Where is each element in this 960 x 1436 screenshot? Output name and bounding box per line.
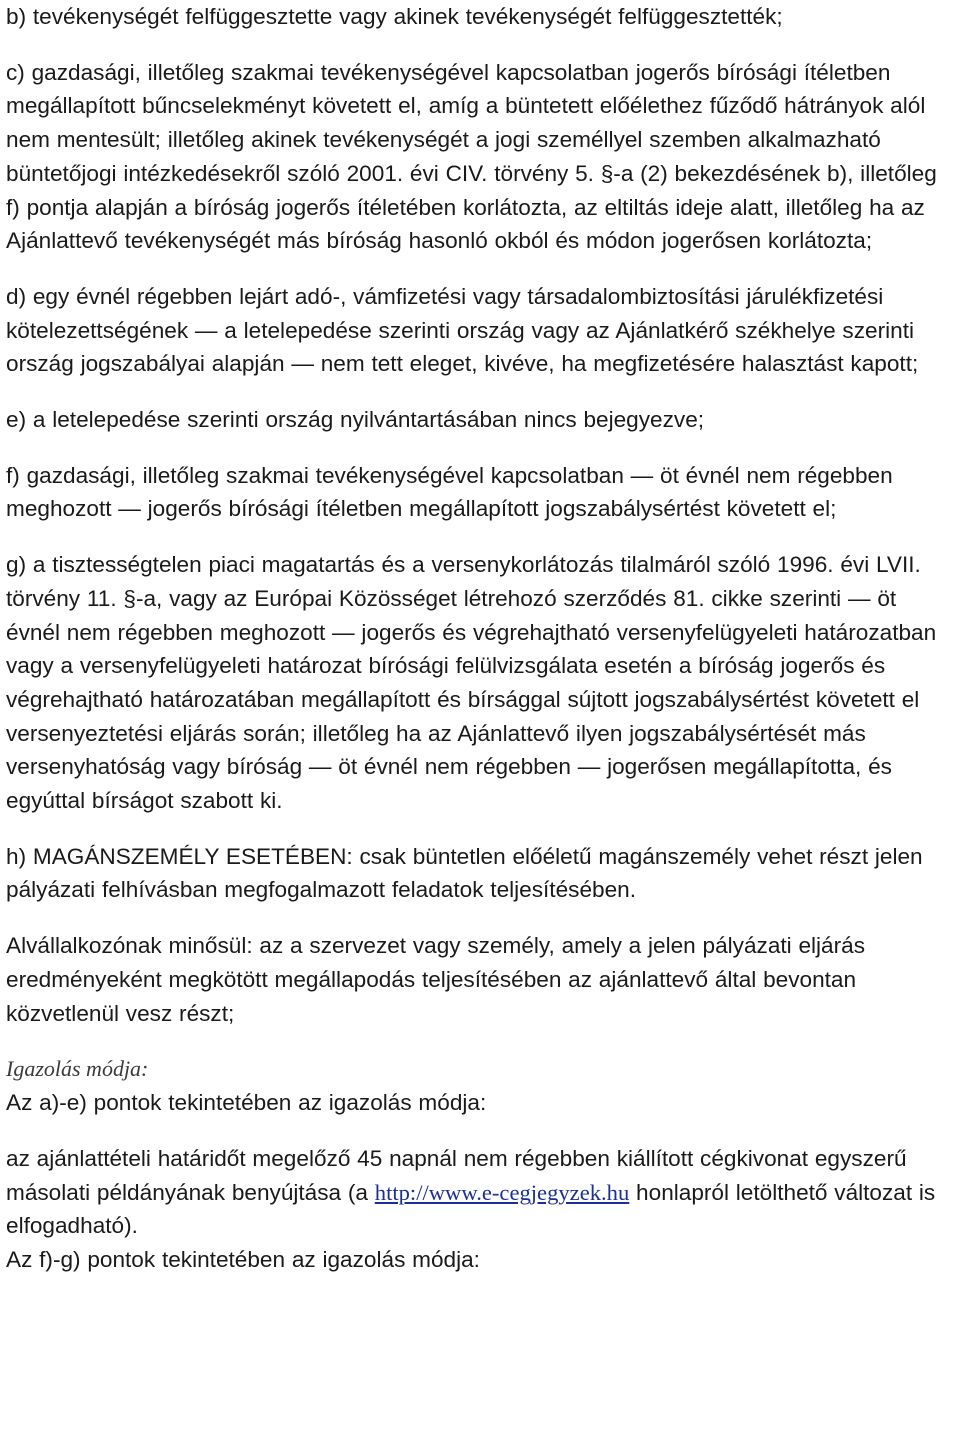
paragraph-e: e) a letelepedése szerinti ország nyilvántartásában nincs bejegyezve; <box>6 407 705 433</box>
paragraph-f: f) gazdasági, illetőleg szakmai tevékenységével kapcsolatban — öt évnél nem régebben meghozott — jogerős bírósági ítéletben megállapított jogszabálysértést követett el; <box>6 462 893 522</box>
paragraph-h: h) MAGÁNSZEMÉLY ESETÉBEN: csak büntetlen előéletű magánszemély vehet részt jelen pályázati felhívásban megfogalmazott feladatok teljesítésében. <box>6 843 923 903</box>
ae-text-before: az ajánlattételi határidőt megelőző 45 napnál nem régebben kiállított cégkivonat egyszerű másolati példányának benyújtása (a <box>6 1145 907 1205</box>
fg-heading: Az f)-g) pontok tekintetében az igazolás módja: <box>6 1247 480 1273</box>
paragraph-b: b) tevékenységét felfüggesztette vagy akinek tevékenységét felfüggesztették; <box>6 4 783 29</box>
ae-text <box>6 1142 956 1243</box>
paragraph-d: d) egy évnél régebben lejárt adó-, vámfizetési vagy társadalombiztosítási járulékfizetési kötelezettségének — a letelepedése szerinti ország vagy az Ajánlatkérő székhelye szerinti ország jogszabályai alapján — nem tett eleget, kivéve, ha megfizetésére halasztást kapott; <box>6 283 919 377</box>
igazolas-label: Igazolás módja: <box>6 1056 149 1082</box>
paragraph-alvallalkozo: Alvállalkozónak minősül: az a szervezet vagy személy, amely a jelen pályázati eljárás eredményeként megkötött megállapodás teljesítésében az ajánlattevő által bevontan közvetlenül vesz részt; <box>6 933 866 1026</box>
ae-heading: Az a)-e) pontok tekintetében az igazolás módja: <box>6 1090 487 1116</box>
paragraph-c: c) gazdasági, illetőleg szakmai tevékenységével kapcsolatban jogerős bírósági ítéletben megállapított bűncselekményt követett el, amíg a büntetett előélethez fűződő hátrányok alól nem mentesült; illetőleg akinek tevékenységét a jogi személlyel szemben alkalmazható büntetőjogi intézkedésekről szóló 2001. évi CIV. törvény 5. §-a (2) bekezdésének b), illetőleg f) pontja alapján a bíróság jogerős ítéletében korlátozta, az eltiltás ideje alatt, illetőleg ha az Ajánlattevő tevékenységét más bíróság hasonló okból és módon jogerősen korlátozta; <box>6 59 937 254</box>
document-page <box>6 0 956 1277</box>
paragraph-g: g) a tisztességtelen piaci magatartás és a versenykorlátozás tilalmáról szóló 1996. évi LVII. törvény 11. §-a, vagy az Európai Közösséget létrehozó szerződés 81. cikke szerinti — öt évnél nem régebben meghozott — jogerős és végrehajtható versenyfelügyeleti határozatban vagy a versenyfelügyeleti határozat bírósági felülvizsgálata esetén a bíróság jogerős és végrehajtható határozatában megállapított és bírsággal sújtott jogszabálysértést követett el versenyeztetési eljárás során; illetőleg ha az Ajánlattevő ilyen jogszabálysértését más versenyhatóság vagy bíróság — öt évnél nem régebben — jogerősen megállapította, és egyúttal bírságot szabott ki. <box>6 552 937 814</box>
cegjegyzek-link[interactable]: http://www.e-cegjegyzek.hu <box>374 1179 630 1205</box>
ae-text-after: honlapról letölthető változat is elfogadható). <box>6 1179 936 1239</box>
